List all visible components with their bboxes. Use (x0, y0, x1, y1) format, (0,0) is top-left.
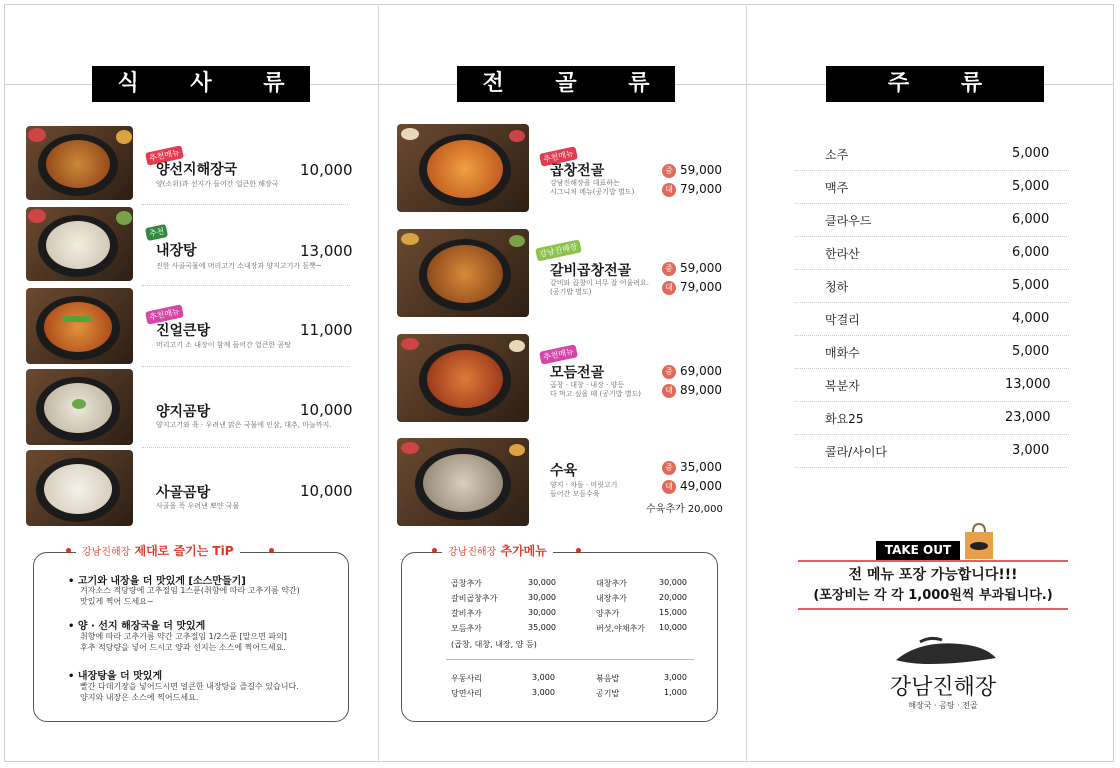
divider (142, 366, 350, 367)
divider (795, 467, 1069, 468)
extra-name: 당면사리 (451, 689, 482, 698)
price-medium: 59,000 (680, 261, 722, 275)
meal-desc: 사골을 푹 우려낸 뽀얀 국물 (156, 502, 240, 510)
divider (142, 285, 350, 286)
extra-name: 대창추가 (596, 579, 627, 588)
drink-price: 4,000 (1012, 311, 1050, 326)
tip-line: 겨자소스 적당량에 고추절임 1스푼(취향에 따라 고추기름 약간) (80, 586, 300, 595)
logo-emblem (890, 634, 1000, 668)
tip-line: 맛있게 찍어 드세요~ (80, 597, 154, 606)
tip-title (76, 542, 240, 559)
stew-name: 수육 (550, 463, 578, 479)
tip-head: 양 · 선지 해장국을 더 맛있게 (77, 621, 206, 632)
divider (142, 204, 350, 205)
takeout-fee: (포장비는 각 각 1,000원씩 부과됩니다.) (813, 588, 1053, 603)
drink-name: 한라산 (825, 247, 860, 261)
divider (795, 170, 1069, 171)
drink-price: 5,000 (1012, 344, 1050, 359)
drink-price: 6,000 (1012, 245, 1050, 260)
extra-price: 35,000 (528, 623, 556, 632)
drink-price: 3,000 (1012, 443, 1050, 458)
meal-price: 11,000 (300, 321, 353, 339)
divider (798, 560, 1068, 562)
extra-name: 내장추가 (596, 594, 627, 603)
extra-name: 볶음밥 (596, 674, 620, 683)
meal-desc: 진한 사골국물에 머리고기 소내장과 양지고기가 듬뿍~ (156, 262, 322, 270)
extra-price: 30,000 (528, 608, 556, 617)
stew-desc: (공기밥 별도) (550, 288, 592, 296)
divider (795, 236, 1069, 237)
dot-icon (576, 548, 581, 553)
stew-desc: 시그니처 메뉴(공기밥 별도) (550, 188, 635, 196)
meal-name: 내장탕 (156, 243, 197, 259)
extra-price: 30,000 (528, 593, 556, 602)
extra-price: 30,000 (659, 578, 687, 587)
takeout-notice: 전 메뉴 포장 가능합니다!!! (848, 567, 1018, 583)
tip-line: 양지와 내장은 소스에 찍어드세요. (80, 693, 199, 702)
meal-desc: 양지고기와 육 · 우려낸 맑은 국물에 인삼, 대추, 마늘까지. (156, 421, 332, 429)
meal-photo (26, 207, 133, 281)
drink-name: 맥주 (825, 181, 849, 195)
divider (446, 659, 694, 660)
extra-name: 공기밥 (596, 689, 620, 698)
drink-price: 6,000 (1012, 212, 1050, 227)
dot-icon (66, 548, 71, 553)
size-medium-icon: 중 (662, 461, 676, 475)
meal-desc: 머리고기 소 내장이 함께 들어간 얼큰한 곰탕 (156, 341, 292, 349)
divider (798, 608, 1068, 610)
shopping-bag-icon (962, 522, 996, 560)
tip-line: 빨간 다데기장을 넣어드시면 얼큰한 내장탕을 즐길수 있습니다. (80, 682, 299, 691)
price-large: 79,000 (680, 280, 722, 294)
extra-name: 양추가 (596, 609, 620, 618)
header-drinks: 주 류 (826, 66, 1044, 102)
price-large: 49,000 (680, 479, 722, 493)
header-meals: 식 사 류 (92, 66, 310, 102)
divider (795, 401, 1069, 402)
tip-heading: 제대로 즐기는 TiP (134, 544, 234, 558)
meal-price: 10,000 (300, 482, 353, 500)
size-large-icon: 대 (662, 183, 676, 197)
stew-photo (397, 334, 529, 422)
drink-name: 화요25 (825, 412, 864, 426)
extra-name: 우동사리 (451, 674, 482, 683)
drink-name: 소주 (825, 148, 849, 162)
tip-prefix: 강남진해장 (82, 547, 131, 558)
divider (795, 302, 1069, 303)
badge-recommended: 추천메뉴 (145, 145, 184, 165)
drink-name: 클라우드 (825, 214, 872, 228)
extra-name: 버섯,야채추가 (596, 624, 645, 633)
stew-desc: 강남진해장을 대표하는 (550, 179, 620, 187)
stew-desc: 들어간 모듬수육 (550, 490, 600, 498)
extra-price: 1,000 (664, 688, 687, 697)
extra-price: 30,000 (528, 578, 556, 587)
drink-name: 콜라/사이다 (825, 445, 888, 459)
meal-photo (26, 369, 133, 445)
suyuk-extra: 수육추가 20,000 (646, 504, 723, 515)
stew-name: 갈비곱창전골 (550, 263, 632, 279)
divider (795, 368, 1069, 369)
meal-name: 사골곰탕 (156, 485, 211, 501)
stew-photo (397, 229, 529, 317)
extras-prefix: 강남진해장 (448, 547, 497, 558)
stew-desc: 다 먹고 싶을 때 (공기밥 별도) (550, 390, 641, 398)
tip-head: 내장탕을 더 맛있게 (77, 671, 163, 682)
size-large-icon: 대 (662, 281, 676, 295)
tip-line: 취향에 따라 고추기름 약간 고추절임 1/2스푼 [말으면 파의] (80, 632, 287, 641)
drink-name: 청하 (825, 280, 849, 294)
meal-name: 양지곰탕 (156, 404, 211, 420)
divider (795, 434, 1069, 435)
drink-name: 복분자 (825, 379, 860, 393)
meal-desc: 양(소위)과 선지가 들어간 얼큰한 해장국 (156, 180, 279, 188)
badge-recommended: 추천 (145, 224, 169, 241)
divider (795, 335, 1069, 336)
extra-price: 3,000 (532, 673, 555, 682)
extras-title (442, 542, 553, 559)
price-large: 79,000 (680, 182, 722, 196)
meal-price: 13,000 (300, 242, 353, 260)
stew-photo (397, 438, 529, 526)
drink-name: 막걸리 (825, 313, 860, 327)
extras-note: (곱창, 대창, 내장, 양 등) (451, 640, 537, 649)
price-medium: 35,000 (680, 460, 722, 474)
size-large-icon: 대 (662, 480, 676, 494)
drink-price: 5,000 (1012, 146, 1050, 161)
drink-price: 23,000 (1005, 410, 1051, 425)
divider (795, 203, 1069, 204)
takeout-label: TAKE OUT (876, 541, 960, 560)
stew-desc: 양지 · 차돌 · 머릿고기 (550, 481, 618, 489)
tip-head: 고기와 내장을 더 맛있게 [소스만들기] (77, 576, 246, 587)
meal-photo (26, 288, 133, 364)
extra-price: 3,000 (532, 688, 555, 697)
meal-name: 진얼큰탕 (156, 323, 211, 339)
stew-desc: 곱창 · 대창 · 내장 · 양등 (550, 381, 625, 389)
size-large-icon: 대 (662, 384, 676, 398)
stew-photo (397, 124, 529, 212)
drink-price: 5,000 (1012, 278, 1050, 293)
size-medium-icon: 중 (662, 262, 676, 276)
tip-line: 후추 적당량을 넣어 드시고 양과 선지는 소스에 찍어드세요. (80, 643, 286, 652)
meal-price: 10,000 (300, 401, 353, 419)
extra-price: 20,000 (659, 593, 687, 602)
badge-recommended: 추천메뉴 (145, 304, 184, 324)
extras-heading: 추가메뉴 (500, 544, 547, 558)
extra-name: 모듬추가 (451, 624, 482, 633)
size-medium-icon: 중 (662, 164, 676, 178)
extra-price: 3,000 (664, 673, 687, 682)
drink-price: 5,000 (1012, 179, 1050, 194)
size-medium-icon: 중 (662, 365, 676, 379)
extra-name: 갈비추가 (451, 609, 482, 618)
logo-text: 강남진해장 (889, 675, 997, 700)
column-divider-left (378, 6, 379, 762)
divider (795, 269, 1069, 270)
stew-name: 모듬전골 (550, 365, 605, 381)
divider (142, 447, 350, 448)
column-divider-right (746, 6, 747, 762)
stew-desc: 갈비와 곱창이 너무 잘 어울려요. (550, 279, 650, 287)
dot-icon (269, 548, 274, 553)
header-stews: 전 골 류 (457, 66, 675, 102)
badge-recommended: 추천메뉴 (539, 146, 578, 166)
price-medium: 59,000 (680, 163, 722, 177)
meal-photo (26, 450, 133, 526)
meal-photo (26, 126, 133, 200)
drink-price: 13,000 (1005, 377, 1051, 392)
price-large: 89,000 (680, 383, 722, 397)
badge-signature: 강남진해장 (535, 240, 581, 262)
dot-icon (432, 548, 437, 553)
price-medium: 69,000 (680, 364, 722, 378)
extra-name: 갈비곱창추가 (451, 594, 498, 603)
meal-price: 10,000 (300, 161, 353, 179)
drink-name: 매화수 (825, 346, 860, 360)
logo-subtext: 해장국 · 곰탕 · 전골 (908, 701, 978, 710)
badge-recommended: 추천메뉴 (539, 344, 578, 364)
extra-price: 15,000 (659, 608, 687, 617)
extra-price: 10,000 (659, 623, 687, 632)
extra-name: 곱창추가 (451, 579, 482, 588)
meal-name: 양선지해장국 (156, 162, 238, 178)
stew-name: 곱창전골 (550, 163, 605, 179)
